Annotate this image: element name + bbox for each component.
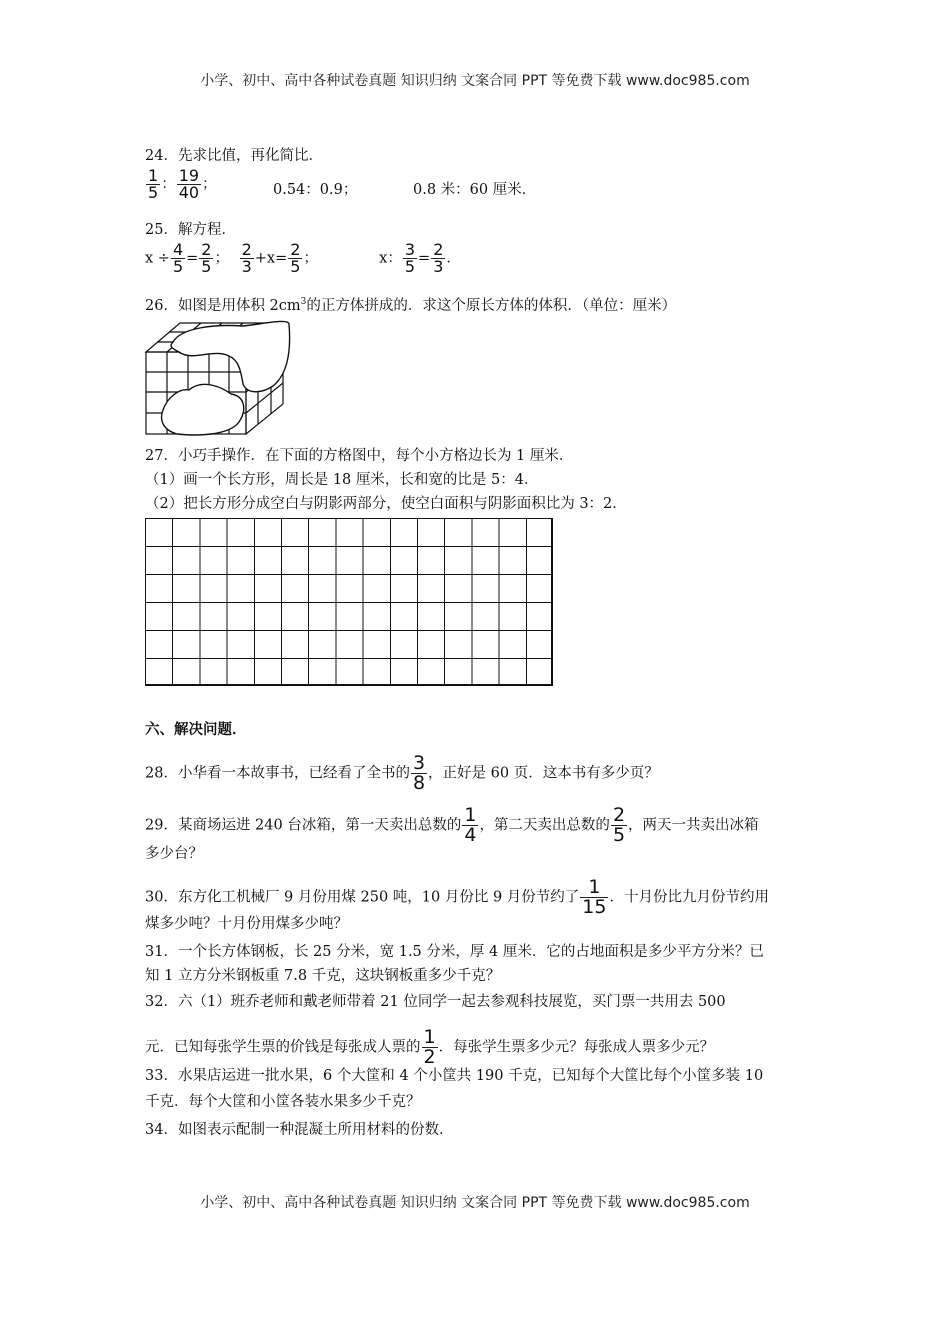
page-header: 小学、初中、高中各种试卷真题 知识归纳 文案合同 PPT 等免费下载 www.doc985.com (200, 73, 750, 89)
q24-item-3: 0.8 米：60 厘米． (413, 182, 537, 198)
q28-fraction: $\frac{3}{8}$ (412, 752, 426, 794)
q25-e3-fraction-1: $\frac{3}{5}$ (404, 240, 416, 276)
q29-text: 29．某商场运进 240 台冰箱，第一天卖出总数的 $\frac{1}{4}$ ，第二天卖出总数的 $\frac{2}{5}$ ，两天一共卖出冰箱 (145, 804, 759, 846)
q25-e1-fraction-2: $\frac{2}{5}$ (201, 240, 212, 276)
q31-line-2: 知 1 立方分米钢板重 7.8 千克，这块钢板重多少千克？ (145, 968, 501, 984)
q31-line-1: 31．一个长方体钢板，长 25 分米，宽 1.5 分米，厚 4 厘米．它的占地面积是多少平方分米？已 (145, 944, 764, 960)
q24-item-2: 0.54：0.9； (273, 182, 358, 198)
q27-part-1: （1）画一个长方形，周长是 18 厘米，长和宽的比是 5：4． (145, 472, 539, 488)
q24-fraction-1: $\frac{1}{5}$ (148, 166, 159, 202)
q30-text: 30．东方化工机械厂 9 月份用煤 250 吨，10 月份比 9 月份节约了 $\frac{1}{15}$ ．十月份比九月份节约用 (145, 876, 769, 918)
q27-title: 27．小巧手操作．在下面的方格图中，每个小方格边长为 1 厘米． (145, 448, 574, 464)
q25-equations: x ÷ $\frac{4}{5}$ = $\frac{2}{5}$ ； $\frac{2}{3}$ +x= $\frac{2}{5}$ ； x： $\frac{3}{5}$ = $\frac{2}{3}$ ． (145, 240, 461, 276)
q25-e3-fraction-2: $\frac{2}{3}$ (433, 240, 444, 276)
q27-part-2: （2）把长方形分成空白与阴影两部分，使空白面积与阴影面积比为 3：2． (145, 496, 627, 512)
q25-title: 25．解方程． (145, 222, 236, 238)
page-footer: 小学、初中、高中各种试卷真题 知识归纳 文案合同 PPT 等免费下载 www.doc985.com (200, 1195, 750, 1211)
q30-line-2: 煤多少吨？十月份用煤多少吨？ (145, 916, 348, 932)
q33-line-1: 33．水果店运进一批水果，6 个大筐和 4 个小筐共 190 千克，已知每个大筐比每个小筐多装 10 (145, 1068, 764, 1084)
q24-fraction-2: $\frac{19}{40}$ (178, 166, 200, 202)
q29-fraction-2: $\frac{2}{5}$ (612, 804, 626, 846)
q25-e2-fraction-2: $\frac{2}{5}$ (290, 240, 301, 276)
cuboid-figure (143, 318, 293, 438)
square-grid[interactable] (145, 518, 553, 686)
q32-line-1: 32．六（1）班乔老师和戴老师带着 21 位同学一起去参观科技展览，买门票一共用去 500 (145, 994, 726, 1010)
section-6-title: 六、解决问题． (145, 722, 247, 738)
q32-fraction: $\frac{1}{2}$ (423, 1026, 436, 1068)
q29-line-2: 多少台？ (145, 846, 203, 862)
q24-items: $\frac{1}{5}$ ： $\frac{19}{40}$ ； 0.54：0.9； 0.8 米：60 厘米． (148, 166, 537, 202)
q28-text: 28．小华看一本故事书，已经看了全书的 $\frac{3}{8}$ ，正好是 60 页．这本书有多少页？ (145, 752, 659, 794)
q30-fraction: $\frac{1}{15}$ (582, 876, 607, 918)
q25-e2-fraction-1: $\frac{2}{3}$ (241, 240, 252, 276)
q29-fraction-1: $\frac{1}{4}$ (464, 804, 477, 846)
q34-text: 34．如图表示配制一种混凝土所用材料的份数． (145, 1122, 454, 1138)
q33-line-2: 千克．每个大筐和小筐各装水果多少千克？ (145, 1094, 421, 1110)
q25-e1-fraction-1: $\frac{4}{5}$ (172, 240, 184, 276)
q32-line-2: 元．已知每张学生票的价钱是每张成人票的 $\frac{1}{2}$ ．每张学生票多少元？每张成人票多少元？ (145, 1026, 715, 1068)
q26-text: 26．如图是用体积 $2cm^3$的正方体拼成的．求这个原长方体的体积．（单位：厘米） (145, 297, 677, 314)
q24-title: 24．先求比值，再化简比． (145, 148, 323, 164)
